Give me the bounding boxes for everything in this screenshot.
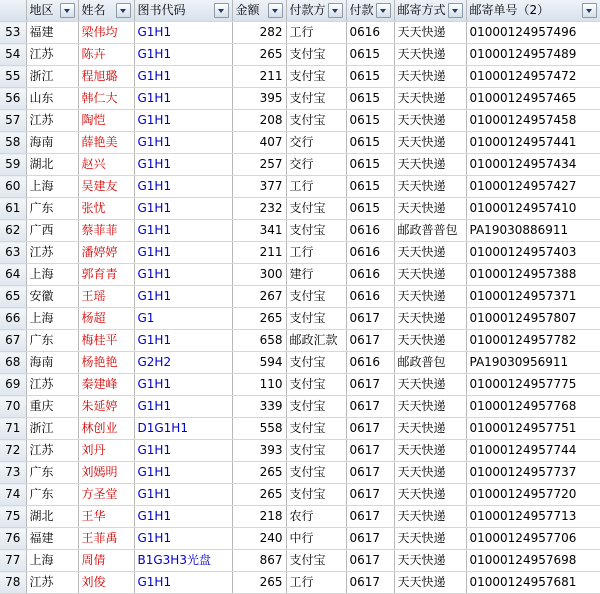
table-row[interactable] xyxy=(0,66,600,88)
row-number[interactable]: 70 xyxy=(0,396,26,418)
cell-amount[interactable]: 658 xyxy=(232,330,286,352)
filter-dropdown-icon-track[interactable] xyxy=(582,3,597,18)
filter-dropdown-icon-amount[interactable] xyxy=(268,3,283,18)
cell-region[interactable]: 江苏 xyxy=(26,572,78,594)
cell-shipping-method[interactable]: 天天快递 xyxy=(394,88,466,110)
cell-book-code[interactable]: G1H1 xyxy=(134,462,232,484)
row-number[interactable]: 64 xyxy=(0,264,26,286)
table-row[interactable] xyxy=(0,22,600,44)
cell-amount[interactable]: 240 xyxy=(232,528,286,550)
cell-book-code[interactable]: B1G3H3光盘 xyxy=(134,550,232,572)
cell-payment-date[interactable]: 0617 xyxy=(346,484,394,506)
cell-payment-method[interactable]: 支付宝 xyxy=(286,308,346,330)
cell-name[interactable]: 蔡菲菲 xyxy=(78,220,134,242)
column-header-name[interactable] xyxy=(78,0,134,22)
cell-payment-date[interactable]: 0616 xyxy=(346,22,394,44)
cell-book-code[interactable]: G1H1 xyxy=(134,396,232,418)
row-number[interactable]: 58 xyxy=(0,132,26,154)
row-number[interactable]: 74 xyxy=(0,484,26,506)
table-row[interactable] xyxy=(0,198,600,220)
cell-region[interactable]: 广东 xyxy=(26,198,78,220)
cell-shipping-method[interactable]: 天天快递 xyxy=(394,572,466,594)
cell-payment-method[interactable]: 支付宝 xyxy=(286,110,346,132)
cell-tracking-number[interactable]: 01000124957744 xyxy=(466,440,600,462)
cell-region[interactable]: 海南 xyxy=(26,132,78,154)
cell-name[interactable]: 周倩 xyxy=(78,550,134,572)
table-row[interactable] xyxy=(0,374,600,396)
cell-shipping-method[interactable]: 天天快递 xyxy=(394,242,466,264)
row-number[interactable]: 62 xyxy=(0,220,26,242)
cell-payment-method[interactable]: 支付宝 xyxy=(286,418,346,440)
cell-payment-date[interactable]: 0616 xyxy=(346,220,394,242)
cell-tracking-number[interactable]: 01000124957720 xyxy=(466,484,600,506)
cell-tracking-number[interactable]: 01000124957768 xyxy=(466,396,600,418)
cell-payment-date[interactable]: 0615 xyxy=(346,66,394,88)
table-row[interactable] xyxy=(0,110,600,132)
table-header xyxy=(0,0,600,22)
row-number[interactable]: 72 xyxy=(0,440,26,462)
cell-payment-method[interactable]: 支付宝 xyxy=(286,440,346,462)
cell-shipping-method[interactable]: 天天快递 xyxy=(394,286,466,308)
column-header-code[interactable] xyxy=(134,0,232,22)
cell-payment-method[interactable]: 支付宝 xyxy=(286,352,346,374)
cell-amount[interactable]: 867 xyxy=(232,550,286,572)
cell-book-code[interactable]: G1H1 xyxy=(134,110,232,132)
header-row xyxy=(0,0,600,22)
column-header-paycode-label: 付款 xyxy=(349,3,374,17)
cell-book-code[interactable]: G1 xyxy=(134,308,232,330)
cell-shipping-method[interactable]: 天天快递 xyxy=(394,22,466,44)
row-number[interactable]: 65 xyxy=(0,286,26,308)
row-number[interactable]: 54 xyxy=(0,44,26,66)
cell-tracking-number[interactable]: PA19030886911 xyxy=(466,220,600,242)
table-row[interactable] xyxy=(0,176,600,198)
cell-payment-method[interactable]: 交行 xyxy=(286,132,346,154)
cell-book-code[interactable]: G1H1 xyxy=(134,330,232,352)
cell-shipping-method[interactable]: 天天快递 xyxy=(394,330,466,352)
table-row[interactable] xyxy=(0,440,600,462)
cell-region[interactable]: 江苏 xyxy=(26,44,78,66)
cell-shipping-method[interactable]: 天天快递 xyxy=(394,44,466,66)
table-row[interactable] xyxy=(0,44,600,66)
cell-tracking-number[interactable]: 01000124957427 xyxy=(466,176,600,198)
cell-payment-date[interactable]: 0615 xyxy=(346,154,394,176)
column-header-track[interactable] xyxy=(466,0,600,22)
cell-region[interactable]: 上海 xyxy=(26,176,78,198)
cell-book-code[interactable]: G1H1 xyxy=(134,44,232,66)
cell-name[interactable]: 吴建友 xyxy=(78,176,134,198)
column-header-ship[interactable] xyxy=(394,0,466,22)
cell-payment-method[interactable]: 工行 xyxy=(286,242,346,264)
cell-amount[interactable]: 267 xyxy=(232,286,286,308)
cell-book-code[interactable]: D1G1H1 xyxy=(134,418,232,440)
row-number[interactable]: 59 xyxy=(0,154,26,176)
cell-book-code[interactable]: G1H1 xyxy=(134,528,232,550)
table-row[interactable] xyxy=(0,242,600,264)
cell-amount[interactable]: 265 xyxy=(232,484,286,506)
cell-book-code[interactable]: G1H1 xyxy=(134,572,232,594)
cell-region[interactable]: 江苏 xyxy=(26,242,78,264)
filter-dropdown-icon-code[interactable] xyxy=(214,3,229,18)
cell-payment-method[interactable]: 建行 xyxy=(286,264,346,286)
cell-amount[interactable]: 208 xyxy=(232,110,286,132)
cell-payment-date[interactable]: 0616 xyxy=(346,264,394,286)
column-header-pay[interactable] xyxy=(286,0,346,22)
column-header-paycode[interactable] xyxy=(346,0,394,22)
cell-book-code[interactable]: G1H1 xyxy=(134,242,232,264)
row-number[interactable]: 69 xyxy=(0,374,26,396)
cell-tracking-number[interactable]: 01000124957807 xyxy=(466,308,600,330)
row-number[interactable]: 78 xyxy=(0,572,26,594)
cell-name[interactable]: 郭育青 xyxy=(78,264,134,286)
cell-payment-method[interactable]: 支付宝 xyxy=(286,220,346,242)
cell-payment-method[interactable]: 支付宝 xyxy=(286,44,346,66)
cell-name[interactable]: 梅桂平 xyxy=(78,330,134,352)
column-header-amount[interactable] xyxy=(232,0,286,22)
cell-payment-date[interactable]: 0615 xyxy=(346,198,394,220)
cell-shipping-method[interactable]: 天天快递 xyxy=(394,66,466,88)
cell-payment-method[interactable]: 工行 xyxy=(286,176,346,198)
cell-book-code[interactable]: G1H1 xyxy=(134,264,232,286)
row-number[interactable]: 68 xyxy=(0,352,26,374)
cell-amount[interactable]: 110 xyxy=(232,374,286,396)
cell-payment-method[interactable]: 支付宝 xyxy=(286,550,346,572)
cell-region[interactable]: 上海 xyxy=(26,308,78,330)
cell-region[interactable]: 福建 xyxy=(26,22,78,44)
cell-shipping-method[interactable]: 天天快递 xyxy=(394,198,466,220)
table-body xyxy=(0,22,600,594)
cell-amount[interactable]: 377 xyxy=(232,176,286,198)
cell-shipping-method[interactable]: 天天快递 xyxy=(394,440,466,462)
cell-name[interactable]: 杨超 xyxy=(78,308,134,330)
cell-region[interactable]: 江苏 xyxy=(26,110,78,132)
cell-shipping-method[interactable]: 天天快递 xyxy=(394,176,466,198)
cell-payment-date[interactable]: 0617 xyxy=(346,572,394,594)
cell-shipping-method[interactable]: 天天快递 xyxy=(394,484,466,506)
cell-payment-date[interactable]: 0617 xyxy=(346,506,394,528)
cell-amount[interactable]: 265 xyxy=(232,308,286,330)
cell-payment-method[interactable]: 支付宝 xyxy=(286,66,346,88)
column-header-region-label: 地区 xyxy=(29,3,54,17)
cell-region[interactable]: 江苏 xyxy=(26,440,78,462)
cell-tracking-number[interactable]: 01000124957706 xyxy=(466,528,600,550)
cell-name[interactable]: 程旭璐 xyxy=(78,66,134,88)
cell-book-code[interactable]: G1H1 xyxy=(134,374,232,396)
row-number[interactable]: 61 xyxy=(0,198,26,220)
cell-payment-method[interactable]: 农行 xyxy=(286,506,346,528)
cell-shipping-method[interactable]: 天天快递 xyxy=(394,154,466,176)
cell-region[interactable]: 广东 xyxy=(26,484,78,506)
cell-payment-date[interactable]: 0617 xyxy=(346,440,394,462)
cell-region[interactable]: 广西 xyxy=(26,220,78,242)
cell-tracking-number[interactable]: 01000124957403 xyxy=(466,242,600,264)
column-header-code-label: 图书代码 xyxy=(137,3,186,17)
table-row[interactable] xyxy=(0,572,600,594)
table-row[interactable] xyxy=(0,88,600,110)
cell-tracking-number[interactable]: 01000124957465 xyxy=(466,88,600,110)
cell-region[interactable]: 湖北 xyxy=(26,506,78,528)
cell-tracking-number[interactable]: 01000124957681 xyxy=(466,572,600,594)
cell-payment-method[interactable]: 支付宝 xyxy=(286,198,346,220)
cell-book-code[interactable]: G1H1 xyxy=(134,506,232,528)
cell-tracking-number[interactable]: 01000124957737 xyxy=(466,462,600,484)
cell-book-code[interactable]: G1H1 xyxy=(134,176,232,198)
cell-amount[interactable]: 218 xyxy=(232,506,286,528)
table-row[interactable] xyxy=(0,132,600,154)
cell-region[interactable]: 上海 xyxy=(26,550,78,572)
cell-tracking-number[interactable]: 01000124957458 xyxy=(466,110,600,132)
cell-name[interactable]: 秦建峰 xyxy=(78,374,134,396)
column-header-ship-label: 邮寄方式 xyxy=(397,3,446,17)
cell-tracking-number[interactable]: 01000124957371 xyxy=(466,286,600,308)
cell-book-code[interactable]: G1H1 xyxy=(134,88,232,110)
cell-payment-date[interactable]: 0615 xyxy=(346,110,394,132)
cell-book-code[interactable]: G1H1 xyxy=(134,286,232,308)
cell-amount[interactable]: 407 xyxy=(232,132,286,154)
column-header-track-label: 邮寄单号（2） xyxy=(469,3,550,17)
cell-payment-date[interactable]: 0617 xyxy=(346,462,394,484)
cell-payment-date[interactable]: 0615 xyxy=(346,44,394,66)
table-row[interactable] xyxy=(0,264,600,286)
cell-tracking-number[interactable]: 01000124957782 xyxy=(466,330,600,352)
cell-tracking-number[interactable]: 01000124957434 xyxy=(466,154,600,176)
cell-payment-date[interactable]: 0617 xyxy=(346,396,394,418)
cell-shipping-method[interactable]: 邮政普包 xyxy=(394,352,466,374)
row-number[interactable]: 53 xyxy=(0,22,26,44)
column-header-rownum[interactable] xyxy=(0,0,26,22)
cell-payment-method[interactable]: 邮政汇款 xyxy=(286,330,346,352)
filter-dropdown-icon-region[interactable] xyxy=(60,3,75,18)
cell-region[interactable]: 浙江 xyxy=(26,66,78,88)
cell-book-code[interactable]: G2H2 xyxy=(134,352,232,374)
cell-payment-method[interactable]: 支付宝 xyxy=(286,396,346,418)
cell-amount[interactable]: 339 xyxy=(232,396,286,418)
cell-region[interactable]: 江苏 xyxy=(26,374,78,396)
cell-book-code[interactable]: G1H1 xyxy=(134,198,232,220)
cell-book-code[interactable]: G1H1 xyxy=(134,154,232,176)
filter-dropdown-icon-name[interactable] xyxy=(116,3,131,18)
cell-payment-method[interactable]: 支付宝 xyxy=(286,374,346,396)
table-row[interactable] xyxy=(0,506,600,528)
table-row[interactable] xyxy=(0,550,600,572)
cell-payment-date[interactable]: 0617 xyxy=(346,550,394,572)
cell-name[interactable]: 方圣堂 xyxy=(78,484,134,506)
column-header-amount-label: 金额 xyxy=(235,3,260,17)
cell-shipping-method[interactable]: 天天快递 xyxy=(394,418,466,440)
cell-name[interactable]: 王菲禹 xyxy=(78,528,134,550)
cell-name[interactable]: 杨艳艳 xyxy=(78,352,134,374)
column-header-region[interactable] xyxy=(26,0,78,22)
cell-amount[interactable]: 265 xyxy=(232,572,286,594)
cell-payment-method[interactable]: 交行 xyxy=(286,154,346,176)
cell-payment-date[interactable]: 0617 xyxy=(346,330,394,352)
cell-region[interactable]: 上海 xyxy=(26,264,78,286)
table-row[interactable] xyxy=(0,418,600,440)
cell-book-code[interactable]: G1H1 xyxy=(134,484,232,506)
cell-book-code[interactable]: G1H1 xyxy=(134,66,232,88)
cell-tracking-number[interactable]: 01000124957775 xyxy=(466,374,600,396)
table-row[interactable] xyxy=(0,462,600,484)
cell-name[interactable]: 刘嫣明 xyxy=(78,462,134,484)
cell-amount[interactable]: 341 xyxy=(232,220,286,242)
cell-amount[interactable]: 211 xyxy=(232,242,286,264)
cell-shipping-method[interactable]: 天天快递 xyxy=(394,396,466,418)
cell-payment-date[interactable]: 0615 xyxy=(346,88,394,110)
cell-amount[interactable]: 393 xyxy=(232,440,286,462)
cell-payment-date[interactable]: 0615 xyxy=(346,132,394,154)
cell-name[interactable]: 王瑶 xyxy=(78,286,134,308)
cell-name[interactable]: 韩仁大 xyxy=(78,88,134,110)
cell-region[interactable]: 湖北 xyxy=(26,154,78,176)
cell-shipping-method[interactable]: 天天快递 xyxy=(394,264,466,286)
table-row[interactable] xyxy=(0,154,600,176)
filter-dropdown-icon-paycode[interactable] xyxy=(376,3,391,18)
cell-tracking-number[interactable]: 01000124957698 xyxy=(466,550,600,572)
cell-amount[interactable]: 558 xyxy=(232,418,286,440)
cell-shipping-method[interactable]: 天天快递 xyxy=(394,506,466,528)
cell-payment-date[interactable]: 0617 xyxy=(346,418,394,440)
cell-name[interactable]: 林创业 xyxy=(78,418,134,440)
cell-tracking-number[interactable]: 01000124957496 xyxy=(466,22,600,44)
cell-amount[interactable]: 265 xyxy=(232,44,286,66)
cell-amount[interactable]: 232 xyxy=(232,198,286,220)
cell-name[interactable]: 王华 xyxy=(78,506,134,528)
cell-payment-method[interactable]: 工行 xyxy=(286,22,346,44)
cell-payment-date[interactable]: 0616 xyxy=(346,352,394,374)
table-row[interactable] xyxy=(0,330,600,352)
cell-payment-method[interactable]: 支付宝 xyxy=(286,462,346,484)
table-row[interactable] xyxy=(0,308,600,330)
cell-payment-date[interactable]: 0616 xyxy=(346,242,394,264)
cell-shipping-method[interactable]: 天天快递 xyxy=(394,110,466,132)
cell-book-code[interactable]: G1H1 xyxy=(134,22,232,44)
cell-payment-method[interactable]: 中行 xyxy=(286,528,346,550)
row-number[interactable]: 57 xyxy=(0,110,26,132)
row-number[interactable]: 67 xyxy=(0,330,26,352)
cell-tracking-number[interactable]: 01000124957489 xyxy=(466,44,600,66)
cell-name[interactable]: 梁伟均 xyxy=(78,22,134,44)
cell-payment-date[interactable]: 0617 xyxy=(346,308,394,330)
cell-region[interactable]: 安徽 xyxy=(26,286,78,308)
cell-payment-date[interactable]: 0617 xyxy=(346,528,394,550)
cell-shipping-method[interactable]: 天天快递 xyxy=(394,528,466,550)
cell-region[interactable]: 福建 xyxy=(26,528,78,550)
cell-region[interactable]: 重庆 xyxy=(26,396,78,418)
cell-amount[interactable]: 395 xyxy=(232,88,286,110)
cell-tracking-number[interactable]: 01000124957441 xyxy=(466,132,600,154)
cell-region[interactable]: 山东 xyxy=(26,88,78,110)
column-header-name-label: 姓名 xyxy=(81,3,106,17)
cell-amount[interactable]: 282 xyxy=(232,22,286,44)
cell-amount[interactable]: 594 xyxy=(232,352,286,374)
filter-dropdown-icon-pay[interactable] xyxy=(328,3,343,18)
cell-name[interactable]: 薛艳美 xyxy=(78,132,134,154)
cell-shipping-method[interactable]: 天天快递 xyxy=(394,374,466,396)
row-number[interactable]: 73 xyxy=(0,462,26,484)
cell-payment-method[interactable]: 工行 xyxy=(286,572,346,594)
table-row[interactable] xyxy=(0,286,600,308)
cell-shipping-method[interactable]: 天天快递 xyxy=(394,308,466,330)
cell-shipping-method[interactable]: 天天快递 xyxy=(394,550,466,572)
cell-payment-date[interactable]: 0615 xyxy=(346,176,394,198)
row-number[interactable]: 60 xyxy=(0,176,26,198)
cell-tracking-number[interactable]: 01000124957713 xyxy=(466,506,600,528)
cell-amount[interactable]: 265 xyxy=(232,462,286,484)
cell-amount[interactable]: 211 xyxy=(232,66,286,88)
cell-payment-date[interactable]: 0616 xyxy=(346,286,394,308)
cell-name[interactable]: 陈卉 xyxy=(78,44,134,66)
column-header-pay-label: 付款方 xyxy=(289,3,326,17)
cell-shipping-method[interactable]: 天天快递 xyxy=(394,132,466,154)
cell-tracking-number[interactable]: PA19030956911 xyxy=(466,352,600,374)
row-number[interactable]: 77 xyxy=(0,550,26,572)
table-row[interactable] xyxy=(0,528,600,550)
cell-name[interactable]: 刘丹 xyxy=(78,440,134,462)
table-row[interactable] xyxy=(0,484,600,506)
cell-name[interactable]: 张忧 xyxy=(78,198,134,220)
row-number[interactable]: 76 xyxy=(0,528,26,550)
table-row[interactable] xyxy=(0,352,600,374)
cell-shipping-method[interactable]: 天天快递 xyxy=(394,462,466,484)
cell-shipping-method[interactable]: 邮政普普包 xyxy=(394,220,466,242)
cell-name[interactable]: 刘俊 xyxy=(78,572,134,594)
cell-region[interactable]: 海南 xyxy=(26,352,78,374)
row-number[interactable]: 71 xyxy=(0,418,26,440)
cell-tracking-number[interactable]: 01000124957410 xyxy=(466,198,600,220)
cell-book-code[interactable]: G1H1 xyxy=(134,220,232,242)
cell-tracking-number[interactable]: 01000124957472 xyxy=(466,66,600,88)
cell-payment-method[interactable]: 支付宝 xyxy=(286,484,346,506)
cell-name[interactable]: 潘婷婷 xyxy=(78,242,134,264)
cell-region[interactable]: 广东 xyxy=(26,462,78,484)
cell-payment-method[interactable]: 支付宝 xyxy=(286,88,346,110)
cell-book-code[interactable]: G1H1 xyxy=(134,132,232,154)
filter-dropdown-icon-ship[interactable] xyxy=(448,3,463,18)
cell-payment-method[interactable]: 支付宝 xyxy=(286,286,346,308)
cell-amount[interactable]: 257 xyxy=(232,154,286,176)
cell-region[interactable]: 广东 xyxy=(26,330,78,352)
row-number[interactable]: 75 xyxy=(0,506,26,528)
row-number[interactable]: 55 xyxy=(0,66,26,88)
cell-name[interactable]: 赵兴 xyxy=(78,154,134,176)
row-number[interactable]: 66 xyxy=(0,308,26,330)
row-number[interactable]: 56 xyxy=(0,88,26,110)
cell-name[interactable]: 朱延婷 xyxy=(78,396,134,418)
cell-tracking-number[interactable]: 01000124957388 xyxy=(466,264,600,286)
cell-tracking-number[interactable]: 01000124957751 xyxy=(466,418,600,440)
table-row[interactable] xyxy=(0,220,600,242)
table-row[interactable] xyxy=(0,396,600,418)
cell-region[interactable]: 浙江 xyxy=(26,418,78,440)
cell-payment-date[interactable]: 0617 xyxy=(346,374,394,396)
row-number[interactable]: 63 xyxy=(0,242,26,264)
cell-name[interactable]: 陶恺 xyxy=(78,110,134,132)
cell-amount[interactable]: 300 xyxy=(232,264,286,286)
cell-book-code[interactable]: G1H1 xyxy=(134,440,232,462)
